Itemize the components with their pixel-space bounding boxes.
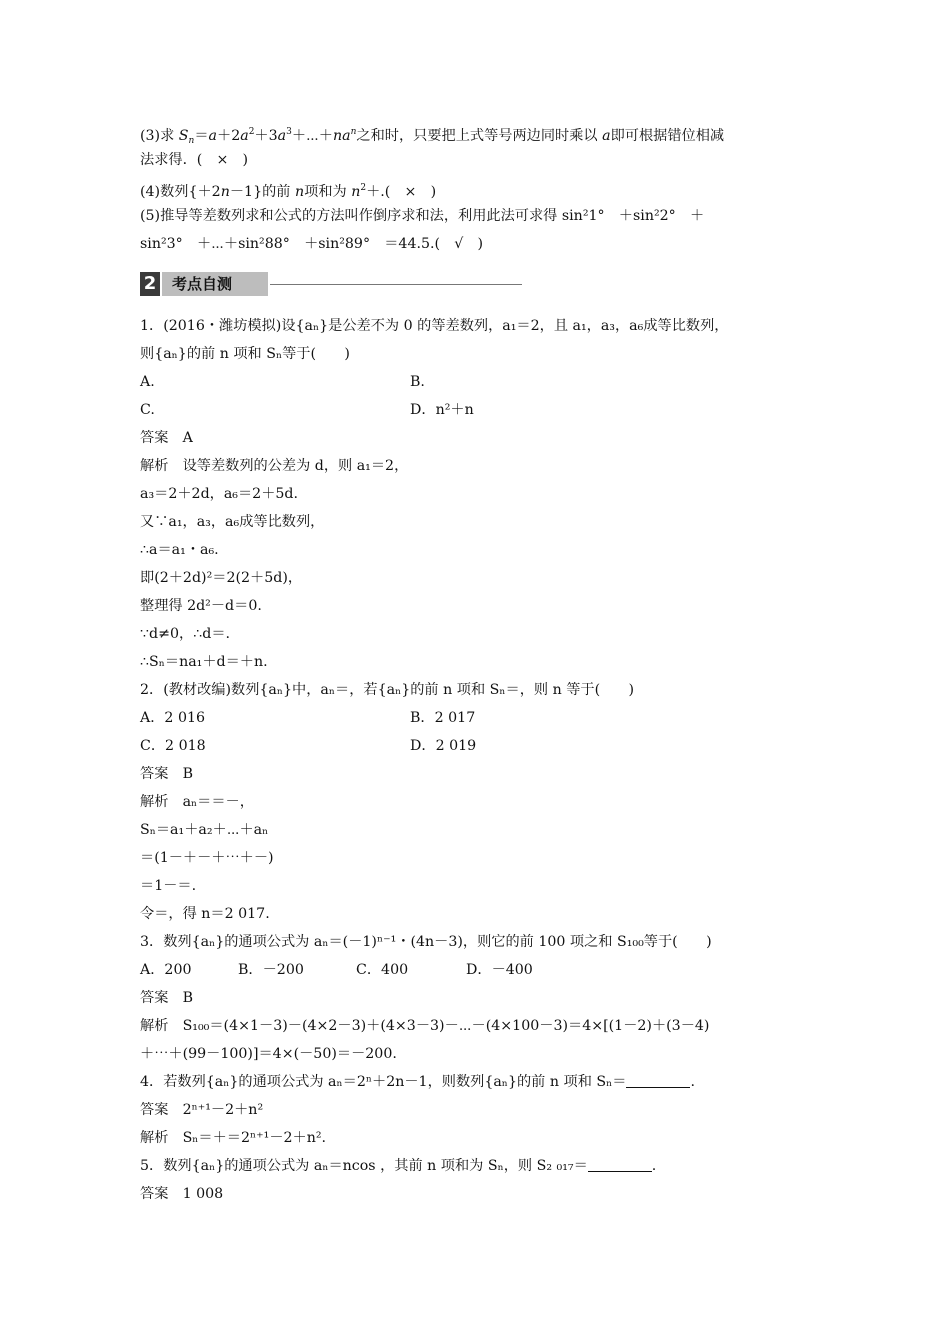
q1-solution-1: 解析 设等差数列的公差为 d，则 a₁＝2， xyxy=(140,458,409,474)
q2-solution-4: ＝1－＝. xyxy=(140,878,197,894)
q4-stem xyxy=(140,1068,810,1096)
math-var: na xyxy=(333,128,351,144)
q1-option-d: D．n²＋n xyxy=(410,402,474,418)
section-rule xyxy=(270,284,522,285)
q2-option-d: D．2 019 xyxy=(410,738,477,754)
q1-solution-4: ∴a＝a₁・a₆. xyxy=(140,542,219,558)
q2-solution-1: 解析 aₙ＝＝－， xyxy=(140,794,254,810)
text: 项和为 xyxy=(304,184,352,200)
text: －1}的前 xyxy=(229,184,295,200)
text: ＋3 xyxy=(254,128,278,144)
q2-option-c: C．2 018 xyxy=(140,738,206,754)
q2-solution-3: ＝(1－＋－＋⋯＋－) xyxy=(140,850,274,866)
text: . xyxy=(690,1074,695,1090)
text: (4)数列{＋2 xyxy=(140,184,221,200)
text: . xyxy=(651,1158,657,1174)
q2-option-b: B．2 017 xyxy=(410,710,476,726)
q2-options-row-2 xyxy=(140,732,810,760)
q1-options-row-2 xyxy=(140,396,810,424)
item-5-line-1: (5)推导等差数列求和公式的方法叫作倒序求和法，利用此法可求得 sin²1° ＋sin²2° ＋ xyxy=(140,208,705,224)
math-sup: n xyxy=(350,127,357,137)
item-5-line-2: sin²3° ＋⋯＋sin²88° ＋sin²89° ＝44.5.( √ ) xyxy=(140,236,484,252)
q1-option-a: A. xyxy=(140,374,155,390)
math-var: a xyxy=(208,128,217,144)
q1-solution-5: 即(2＋2d)²＝2(2＋5d)， xyxy=(140,570,303,586)
math-var: n xyxy=(295,184,305,200)
q2-option-a: A．2 016 xyxy=(140,710,206,726)
q3-solution-1: 解析 S₁₀₀＝(4×1－3)－(4×2－3)＋(4×3－3)－⋯－(4×100－3)＝4×[(1－2)＋(3－4) xyxy=(140,1018,710,1034)
text: ＝ xyxy=(194,128,209,144)
q5-answer: 答案 1 008 xyxy=(140,1186,224,1202)
q2-answer: 答案 B xyxy=(140,766,193,782)
q1-stem-1: 1．(2016・潍坊模拟)设{aₙ}是公差不为 0 的等差数列，a₁＝2，且 a₁，a₃，a₆成等比数列， xyxy=(140,318,729,334)
math-var: a xyxy=(602,128,611,144)
text: 之和时，只要把上式等号两边同时乘以 xyxy=(356,128,603,144)
q2-solution-2: Sₙ＝a₁＋a₂＋⋯＋aₙ xyxy=(140,822,269,838)
math-sub: n xyxy=(188,136,195,146)
q1-solution-3: 又∵a₁，a₃，a₆成等比数列， xyxy=(140,514,325,530)
q1-solution-8: ∴Sₙ＝na₁＋d＝＋n. xyxy=(140,654,268,670)
section-title: 考点自测 xyxy=(172,275,233,293)
q1-solution-2: a₃＝2＋2d，a₆＝2＋5d. xyxy=(140,486,299,502)
q1-option-b: B. xyxy=(410,374,425,390)
answer-blank xyxy=(626,1075,690,1088)
math-var: n xyxy=(220,184,230,200)
q1-solution-6: 整理得 2d²－d＝0. xyxy=(140,598,262,614)
q3-option-a: A．200 xyxy=(140,962,192,978)
q3-option-d: D．－400 xyxy=(466,962,533,978)
section-header xyxy=(140,268,810,304)
item-3-line-1 xyxy=(140,118,810,146)
q4-answer: 答案 2ⁿ⁺¹－2＋n² xyxy=(140,1102,264,1118)
item-4-line xyxy=(140,174,810,202)
math-sup: 2 xyxy=(248,127,255,137)
math-var: a xyxy=(240,128,249,144)
q3-options xyxy=(140,956,810,984)
math-sup: 2 xyxy=(360,183,367,193)
q2-stem: 2．(教材改编)数列{aₙ}中，aₙ＝，若{aₙ}的前 n 项和 Sₙ＝，则 n 等于( ) xyxy=(140,682,635,698)
math-sup: 3 xyxy=(286,127,292,137)
q2-solution-5: 令＝，得 n＝2 017. xyxy=(140,906,270,922)
q3-option-b: B．－200 xyxy=(238,962,304,978)
text: 4．若数列{aₙ}的通项公式为 aₙ＝2ⁿ＋2n－1，则数列{aₙ}的前 n 项和 Sₙ＝ xyxy=(140,1074,627,1090)
math-var: a xyxy=(277,128,287,144)
q1-answer: 答案 A xyxy=(140,430,193,446)
q1-option-c: C. xyxy=(140,402,155,418)
text: ＋.( × ) xyxy=(366,184,437,200)
document-page xyxy=(140,118,810,1208)
q2-options-row-1 xyxy=(140,704,810,732)
text: (3)求 xyxy=(140,128,179,144)
q1-stem-2: 则{aₙ}的前 n 项和 Sₙ等于( ) xyxy=(140,346,350,362)
item-3-line-2: 法求得．( × ) xyxy=(140,152,249,168)
q3-option-c: C．400 xyxy=(356,962,409,978)
math-var: n xyxy=(351,184,361,200)
q1-options-row-1 xyxy=(140,368,810,396)
q3-answer: 答案 B xyxy=(140,990,193,1006)
text: ＋⋯＋ xyxy=(291,128,333,144)
q3-stem: 3．数列{aₙ}的通项公式为 aₙ＝(－1)ⁿ⁻¹・(4n－3)，则它的前 100 项之和 S₁₀₀等于( ) xyxy=(140,934,712,950)
q5-stem xyxy=(140,1152,810,1180)
q4-solution-1: 解析 Sₙ＝＋＝2ⁿ⁺¹－2＋n². xyxy=(140,1130,327,1146)
answer-blank xyxy=(588,1159,652,1172)
q3-solution-2: ＋⋯＋(99－100)]＝4×(－50)＝－200. xyxy=(140,1046,397,1062)
text: 5．数列{aₙ}的通项公式为 aₙ＝ncos ，其前 n 项和为 Sₙ，则 S₂ ₀₁₇＝ xyxy=(140,1158,588,1174)
q1-solution-7: ∵d≠0，∴d＝. xyxy=(140,626,231,642)
text: 即可根据错位相减 xyxy=(610,128,725,144)
text: ＋2 xyxy=(217,128,241,144)
section-number-badge: 2 xyxy=(140,272,160,296)
math-var: S xyxy=(178,128,189,144)
